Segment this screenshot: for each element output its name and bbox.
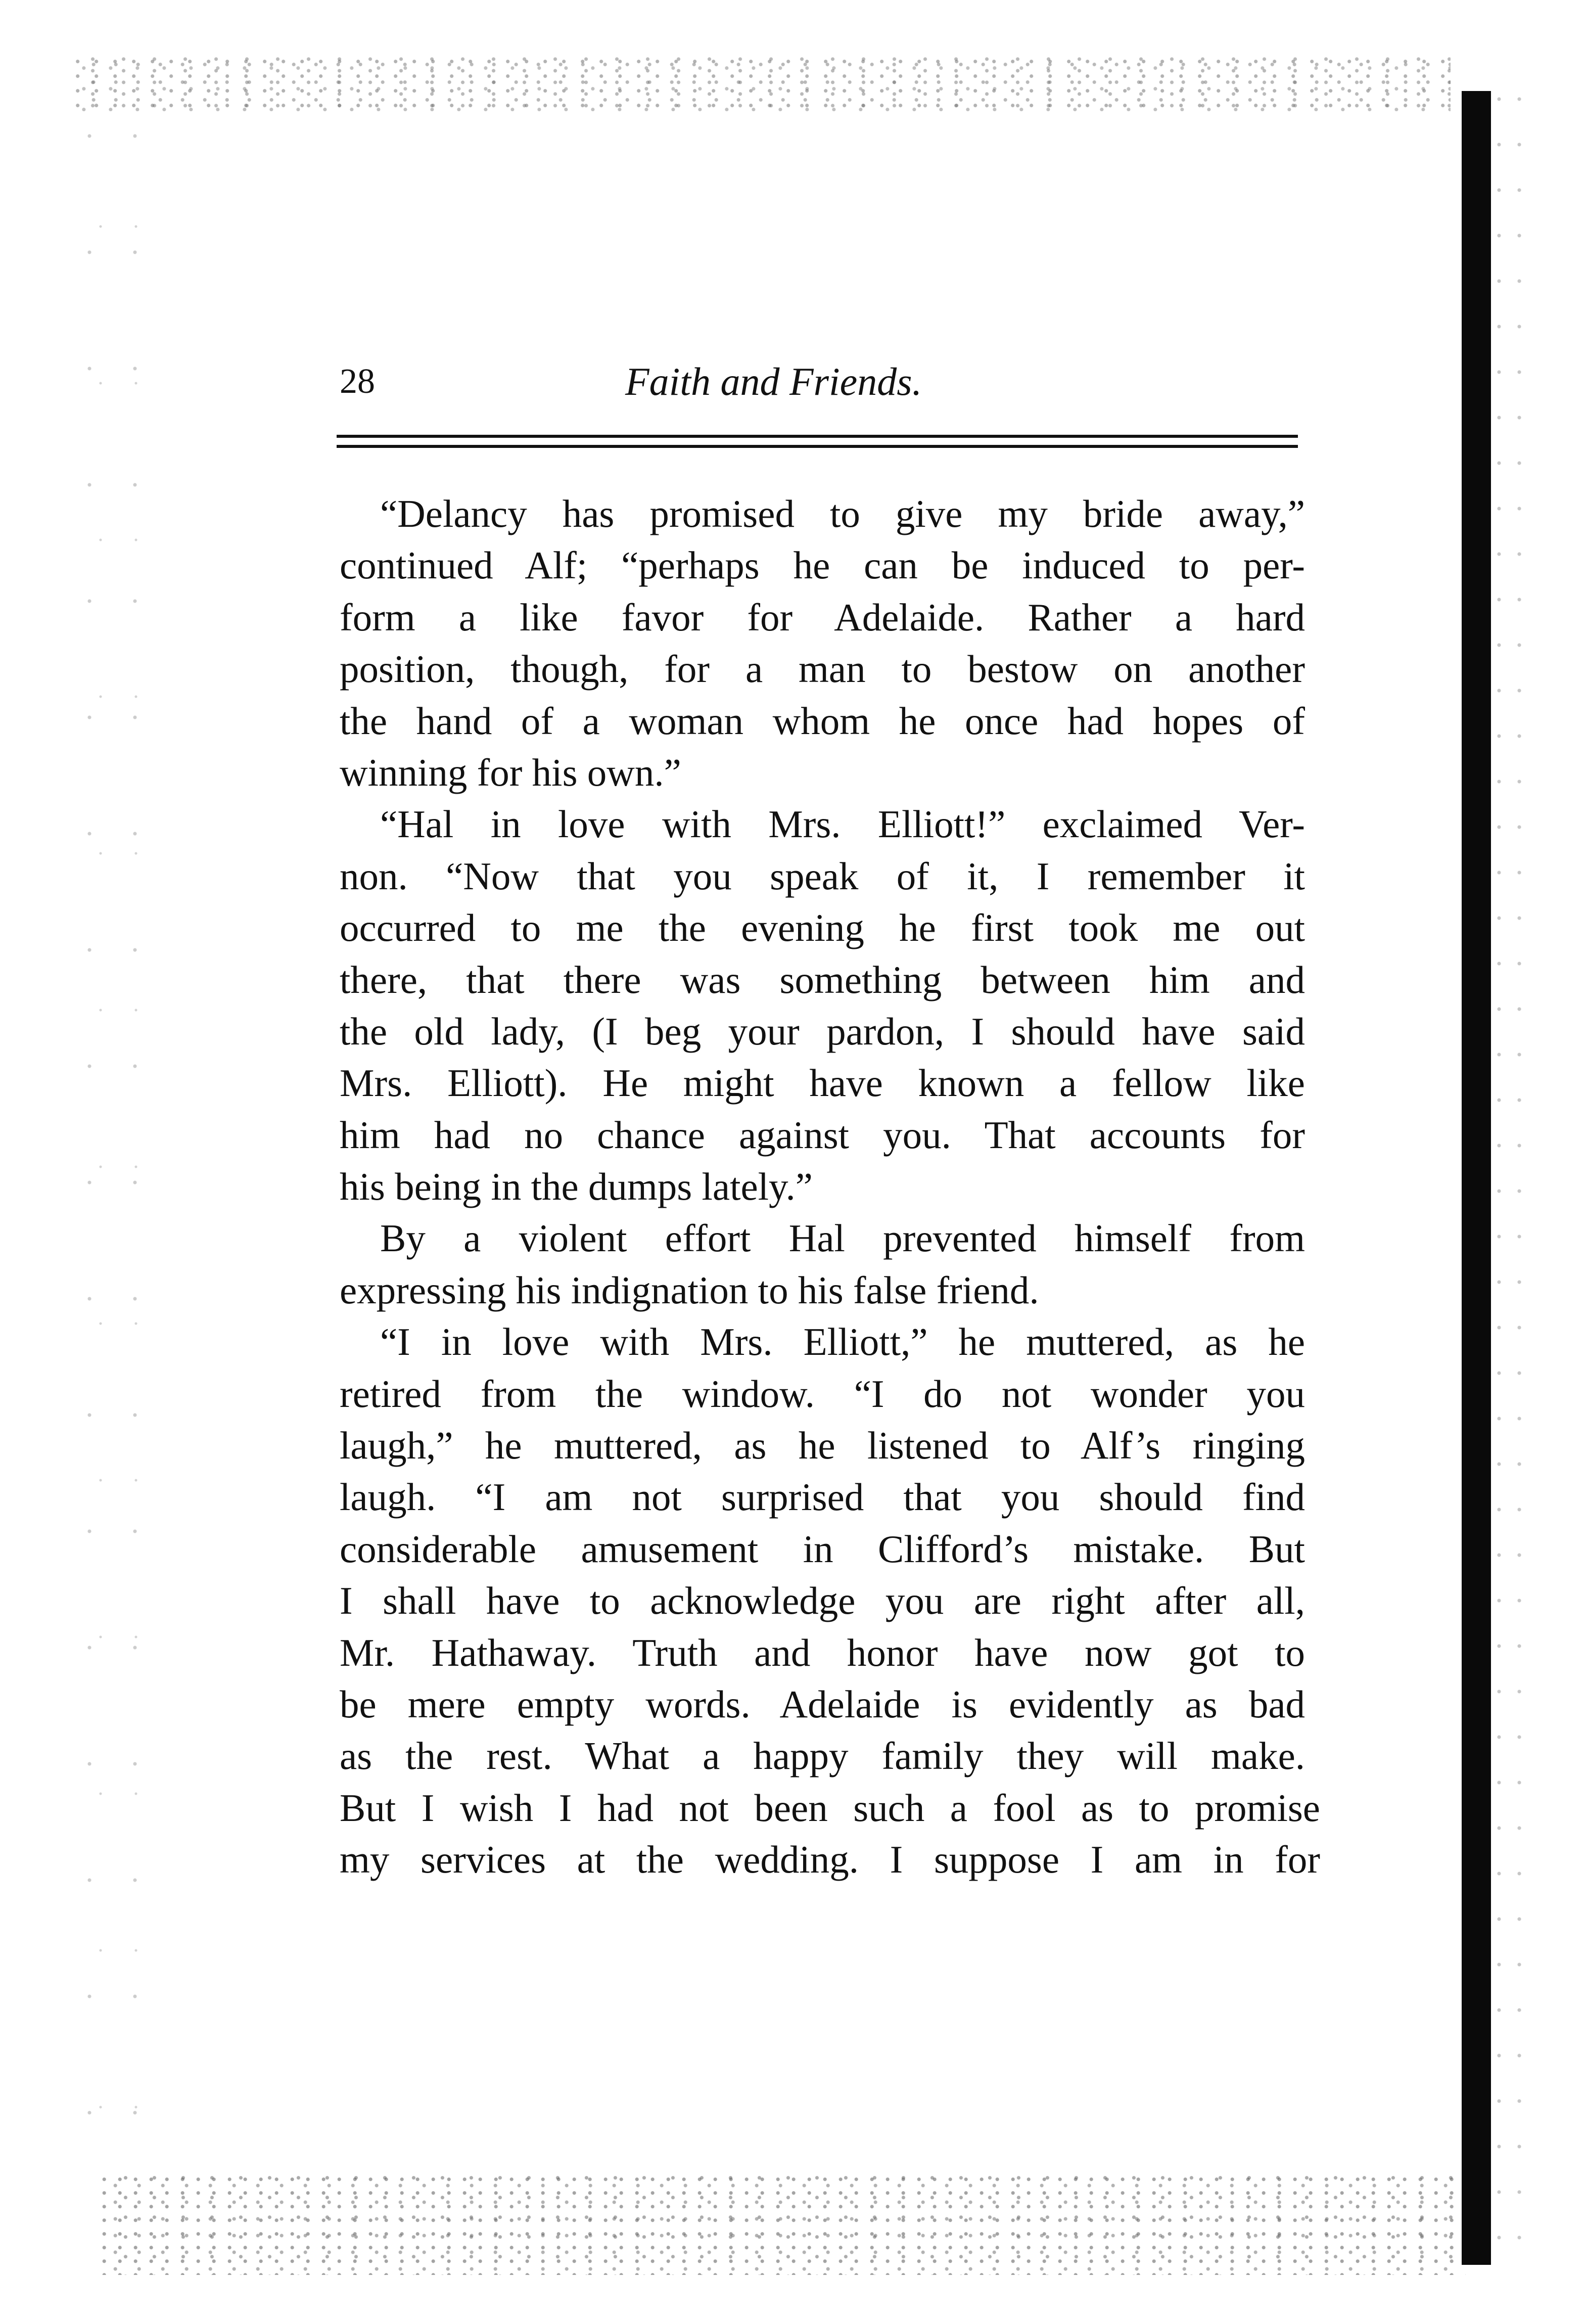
text-line: him had no chance against you. That accounts for [340, 1113, 1305, 1157]
text-line: his being in the dumps lately.” [340, 1165, 813, 1209]
text-line: laugh,” he muttered, as he listened to Alf’s ringing [340, 1424, 1305, 1468]
binding-shadow [1462, 91, 1491, 2265]
text-line: winning for his own.” [340, 750, 681, 794]
running-head [340, 354, 1300, 409]
text-line: expressing his indignation to his false friend. [340, 1268, 1039, 1312]
text-line: my services at the wedding. I suppose I am in for [340, 1838, 1320, 1882]
text-line: be mere empty words. Adelaide is evidently as bad [340, 1682, 1305, 1726]
text-line: as the rest. What a happy family they will make. [340, 1734, 1305, 1778]
text-line: “Delancy has promised to give my bride away,” [380, 492, 1305, 535]
text-line: the old lady, (I beg your pardon, I should have said [340, 1009, 1305, 1053]
text-line: Mr. Hathaway. Truth and honor have now got to [340, 1630, 1305, 1674]
text-line: By a violent effort Hal prevented himself from [380, 1216, 1305, 1260]
text-line: form a like favor for Adelaide. Rather a hard [340, 595, 1305, 639]
text-line: continued Alf; “perhaps he can be induced to per- [340, 543, 1305, 587]
text-line: the hand of a woman whom he once had hopes of [340, 699, 1305, 743]
text-line: “Hal in love with Mrs. Elliott!” exclaimed Ver- [380, 802, 1305, 846]
body-text [340, 488, 1320, 1886]
scan-noise-left [76, 101, 147, 2174]
text-line: But I wish I had not been such a fool as to promise [340, 1786, 1320, 1830]
text-line: Mrs. Elliott). He might have known a fellow like [340, 1061, 1305, 1105]
text-line: non. “Now that you speak of it, I remember it [340, 854, 1305, 898]
header-double-rule [337, 435, 1298, 449]
scan-noise-right [1491, 81, 1531, 2275]
page-number: 28 [340, 362, 375, 401]
text-line: “I in love with Mrs. Elliott,” he muttered, as he [380, 1320, 1305, 1364]
running-title: Faith and Friends. [625, 359, 922, 403]
text-line: I shall have to acknowledge you are right after all, [340, 1579, 1305, 1623]
text-line: occurred to me the evening he first took me out [340, 906, 1305, 950]
text-line: considerable amusement in Clifford’s mistake. But [340, 1527, 1305, 1571]
scan-noise-top [76, 56, 1451, 111]
text-line: laugh. “I am not surprised that you should find [340, 1475, 1305, 1519]
scan-noise-bottom [101, 2174, 1466, 2275]
text-line: position, though, for a man to bestow on another [340, 647, 1305, 691]
text-line: there, that there was something between him and [340, 958, 1305, 1001]
text-line: retired from the window. “I do not wonder you [340, 1372, 1305, 1416]
